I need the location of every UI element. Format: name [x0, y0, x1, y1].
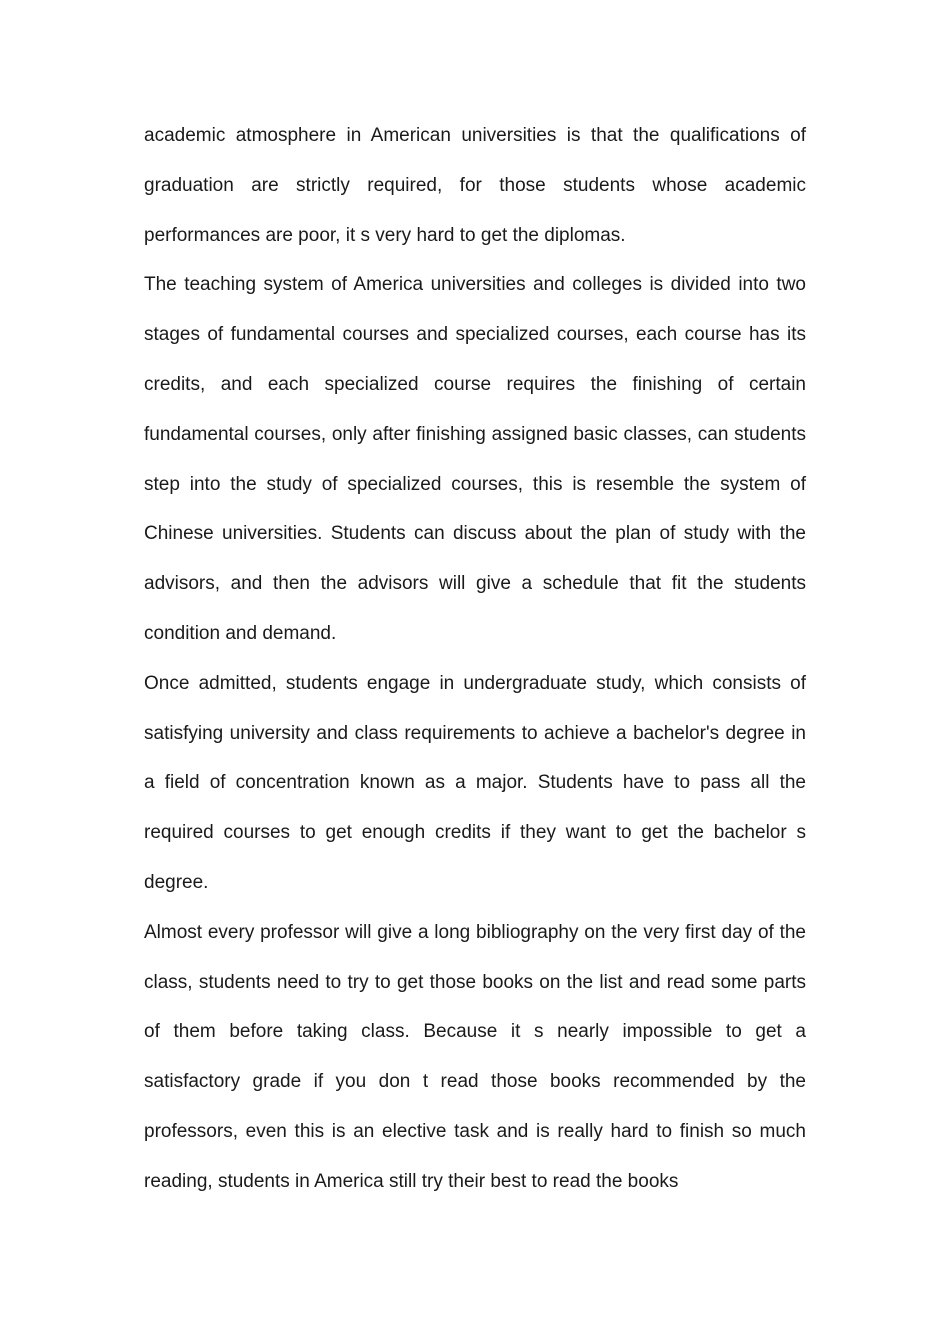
paragraph-academic-atmosphere: academic atmosphere in American universities is that the qualifications of graduation are strictly required, for those students whose academic performances are poor, it s very hard to get the diplomas.	[144, 125, 806, 246]
paragraph-bibliography: Almost every professor will give a long bibliography on the very first day of the class, students need to try to get those books on the list and read some parts of them before taking class. Because it s nearly impossible to get a satisfactory grade if you don t read those books recommended by the professors, even this is an elective task and is really hard to finish so much reading, students in America still try their best to read the books	[144, 921, 806, 1192]
document-body	[144, 111, 806, 1207]
paragraph-undergraduate-study: Once admitted, students engage in undergraduate study, which consists of satisfying university and class requirements to achieve a bachelor's degree in a field of concentration known as a major. Students have to pass all the required courses to get enough credits if they want to get the bachelor s degree.	[144, 672, 806, 893]
paragraph-teaching-system: The teaching system of America universities and colleges is divided into two stages of fundamental courses and specialized courses, each course has its credits, and each specialized course requires the finishing of certain fundamental courses, only after finishing assigned basic classes, can students step into the study of specialized courses, this is resemble the system of Chinese universities. Students can discuss about the plan of study with the advisors, and then the advisors will give a schedule that fit the students condition and demand.	[144, 274, 806, 644]
